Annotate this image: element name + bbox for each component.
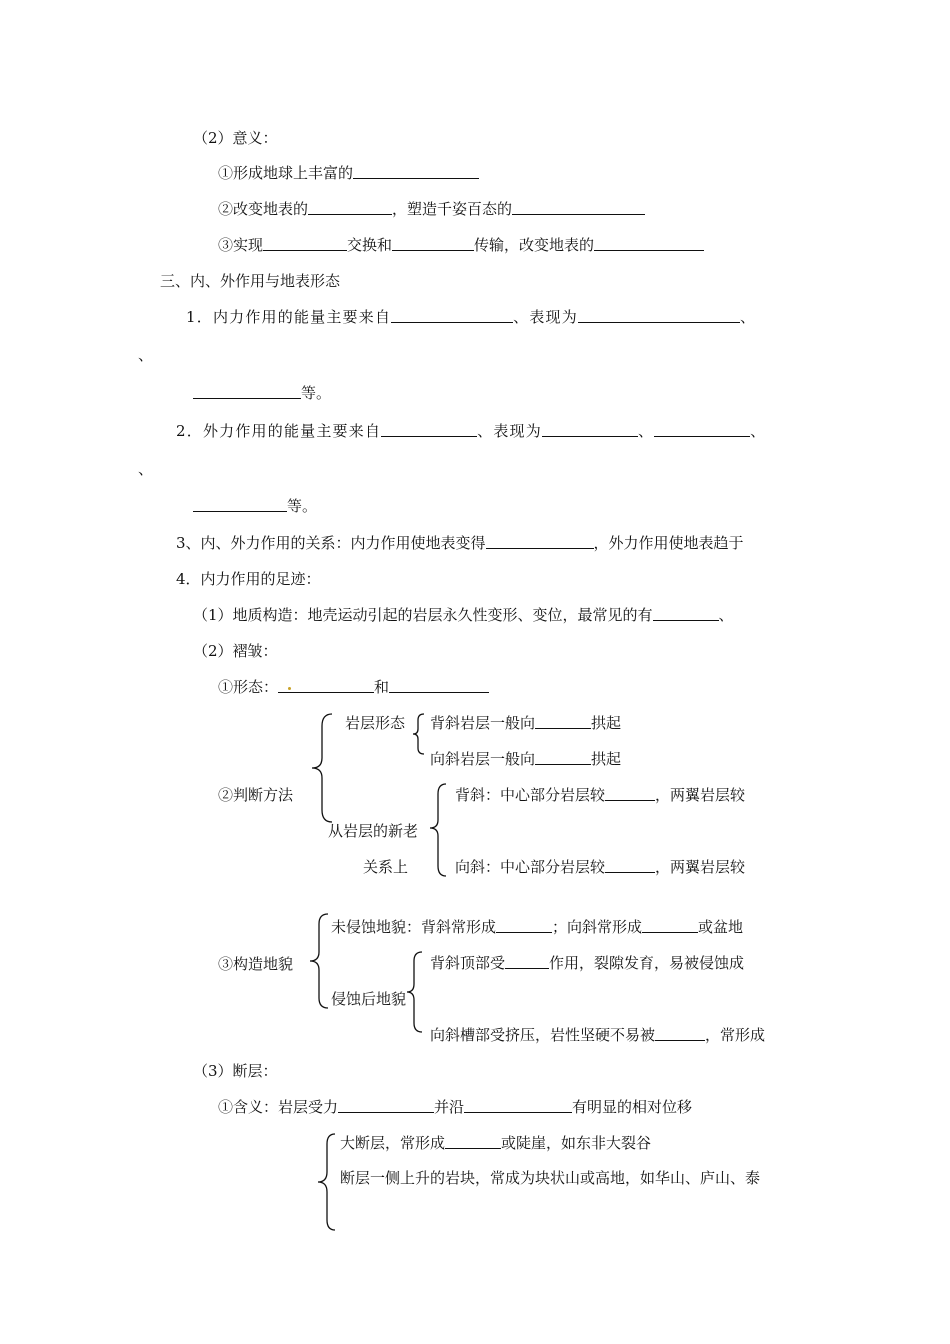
age-brace [428,782,448,878]
answer-blank[interactable] [505,953,549,969]
meaning-item-1: ①形成地球上丰富的 [218,163,479,183]
meaning-heading: （2）意义： [193,129,278,147]
answer-blank[interactable] [535,713,591,729]
answer-blank[interactable] [464,1097,572,1113]
answer-blank[interactable] [605,857,655,873]
fold-heading: （2）褶皱： [193,642,278,660]
answer-blank[interactable] [445,1133,501,1149]
answer-blank[interactable] [496,917,552,933]
answer-blank[interactable] [263,235,347,251]
answer-blank[interactable] [338,1097,434,1113]
syncline-age: 向斜：中心部分岩层较 ，两翼岩层较 [455,858,746,876]
answer-blank[interactable] [578,307,740,323]
answer-blank[interactable] [391,307,513,323]
answer-blank[interactable] [542,421,638,437]
eroded-anticline: 背斜顶部受 作用，裂隙发育，易被侵蚀成 [430,954,745,972]
answer-blank[interactable] [594,235,704,251]
answer-blank[interactable] [392,235,474,251]
answer-blank[interactable] [653,605,719,621]
fault-heading: （3）断层： [193,1062,278,1080]
question-1-continuation: 、 [138,346,154,364]
answer-blank[interactable] [308,199,392,215]
fault-meaning: ①含义：岩层受力 并沿 有明显的相对位移 [218,1098,693,1116]
answer-blank[interactable] [535,749,591,765]
landform-brace [306,912,330,1010]
question-1: 1．内力作用的能量主要来自 、表现为 、 [186,308,757,326]
big-fault: 大断层，常形成 或陡崖，如东非大裂谷 [340,1134,652,1152]
mark-dot [288,687,291,690]
section-3-title: 三、内、外作用与地表形态 [160,272,341,290]
answer-blank[interactable] [654,421,750,437]
answer-blank[interactable] [278,677,374,693]
eroded-landform-label: 侵蚀后地貌 [331,990,407,1008]
uneroded-landform: 未侵蚀地貌：背斜常形成 ；向斜常形成 或盆地 [331,918,744,936]
fault-brace [315,1132,337,1232]
answer-blank[interactable] [389,677,489,693]
geo-structure-line: （1）地质构造：地壳运动引起的岩层永久性变形、变位，最常见的有 、 [193,606,734,624]
judge-method-label: ②判断方法 [218,786,294,804]
eroded-syncline: 向斜槽部受挤压，岩性坚硬不易被 ，常形成 [430,1026,766,1044]
rock-age-label-1: 从岩层的新老 [328,822,419,840]
meaning-item-3: ③实现 交换和 传输，改变地表的 [218,235,704,255]
small-brace [410,712,426,756]
syncline-shape: 向斜岩层一般向 拱起 [430,750,622,768]
question-2-continuation: 、 [138,460,154,478]
answer-blank[interactable] [486,533,594,549]
rock-shape-label: 岩层形态 [345,714,406,732]
meaning-item-2: ②改变地表的 ，塑造千姿百态的 [218,199,645,219]
answer-blank[interactable] [353,163,479,179]
answer-blank[interactable] [605,785,655,801]
uplifted-block: 断层一侧上升的岩块，常成为块状山或高地，如华山、庐山、泰 [340,1169,761,1187]
answer-blank[interactable] [642,917,698,933]
question-4-title: 4．内力作用的足迹： [176,570,321,588]
anticline-shape: 背斜岩层一般向 拱起 [430,714,622,732]
question-1-end: 等。 [193,383,331,403]
answer-blank[interactable] [655,1025,705,1041]
answer-blank[interactable] [193,496,287,512]
question-2-end: 等。 [193,496,317,516]
big-brace [306,712,336,824]
answer-blank[interactable] [381,421,477,437]
fold-shape: ①形态： 和 [218,677,489,697]
landform-label: ③构造地貌 [218,955,294,973]
answer-blank[interactable] [193,383,301,399]
question-2: 2．外力作用的能量主要来自 、表现为 、 、 [176,422,767,440]
anticline-age: 背斜：中心部分岩层较 ，两翼岩层较 [455,786,746,804]
eroded-brace [404,950,424,1034]
answer-blank[interactable] [512,199,645,215]
rock-age-label-2: 关系上 [363,858,409,876]
question-3: 3、内、外力作用的关系：内力作用使地表变得 ，外力作用使地表趋于 [176,534,744,552]
